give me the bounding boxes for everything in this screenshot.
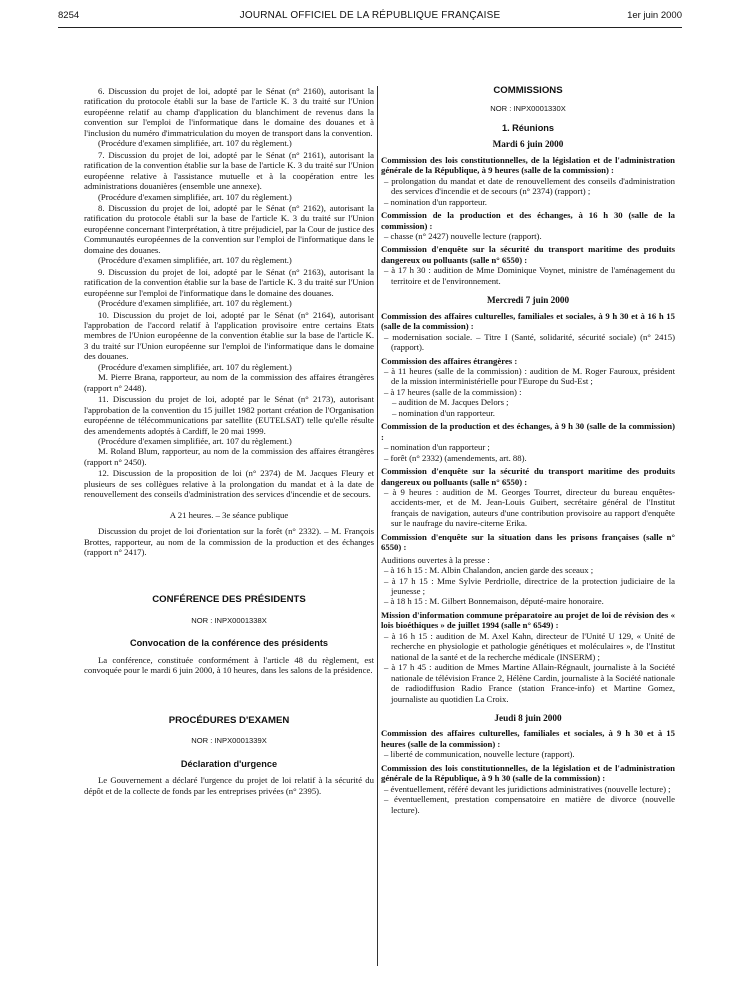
day-heading-mardi: Mardi 6 juin 2000	[492, 139, 564, 150]
meeting-subitem: – nomination d'un rapporteur.	[392, 407, 495, 418]
meeting-heading: Commission de la production et des échanges, à 9 h 30 (salle de la commission) :	[381, 421, 675, 442]
meeting-heading: Commission des affaires culturelles, familiales et sociales, à 9 h 30 et à 16 h 15 (salle de la commission) :	[381, 310, 675, 332]
meeting-heading: Commission des lois constitutionnelles, de la législation et de l'administration générale de la République, à 9 heures (salle de la commission) :	[381, 154, 675, 176]
procedure-note: (Procédure d'examen simplifiée, art. 107 du règlement.)	[98, 298, 292, 309]
meeting-item: – à 11 heures (salle de la commission) : audition de M. Roger Fauroux, président de la mission interministérielle pour l'Europe du Sud-Est ;	[384, 365, 675, 387]
section-title-conference: CONFÉRENCE DES PRÉSIDENTS	[152, 594, 306, 606]
meeting-item: – modernisation sociale. – Titre I (Santé, solidarité, sécurité sociale) (n° 2415) (rapport).	[384, 331, 675, 353]
agenda-item-10: 10. Discussion du projet de loi, adopté par le Sénat (n° 2164), autorisant l'approbation de l'accord relatif à l'application provisoire entre certains Etats membres de l'Union européenne de la convention établie sur la base de l'article K. 3 du traité sur l'Union européenne sur l'emploi de l'informatique dans le domaine des douanes.	[84, 309, 374, 362]
meeting-item: – à 17 heures (salle de la commission) :	[384, 386, 522, 397]
nor-reference: NOR : INPX0001330X	[490, 104, 566, 114]
urgence-text: Le Gouvernement a déclaré l'urgence du projet de loi relatif à la sécurité du dépôt et de la collecte de fonds par les entreprises privées (n° 2395).	[84, 775, 374, 796]
seance-heading: A 21 heures. – 3e séance publique	[169, 509, 289, 520]
issue-date: 1er juin 2000	[627, 10, 682, 21]
header-rule	[58, 27, 682, 28]
procedure-note: (Procédure d'examen simplifiée, art. 107 du règlement.)	[98, 361, 292, 372]
meeting-item: – éventuellement, prestation compensatoire en matière de divorce (nouvelle lecture).	[384, 794, 675, 815]
meeting-heading: Commission des lois constitutionnelles, de la législation et de l'administration générale de la République, à 9 h 30 (salle de la commission) :	[381, 762, 675, 784]
meeting-item: – chasse (n° 2427) nouvelle lecture (rapport).	[384, 230, 542, 241]
section-title-commissions: COMMISSIONS	[493, 85, 563, 96]
meeting-heading: Commission des affaires étrangères :	[381, 355, 518, 366]
meeting-item: – à 9 heures : audition de M. Georges Tourret, directeur du bureau enquêtes-accidents-mer, et de M. Jean-Louis Guibert, secrétaire général de l'Institut français de navigation, auteurs d'une contribution provisoire au rapport d'enquête sur le naufrage du navire-citerne Erika.	[384, 486, 675, 529]
foret-discussion: Discussion du projet de loi d'orientation sur la forêt (n° 2332). – M. François Brottes, rapporteur, au nom de la commission de la production et des échanges (rapport n° 2417).	[84, 526, 374, 558]
rapporteur-note: M. Roland Blum, rapporteur, au nom de la commission des affaires étrangères (rapport n° 2450).	[84, 446, 374, 467]
meeting-heading: Commission d'enquête sur la sécurité du transport maritime des produits dangereux ou polluants (salle n° 6550) :	[381, 466, 675, 487]
left-column	[84, 86, 374, 796]
subsection-title-urgence: Déclaration d'urgence	[180, 758, 278, 769]
meeting-item: – à 17 h 30 : audition de Mme Dominique Voynet, ministre de l'aménagement du territoire et de l'environnement.	[384, 265, 675, 286]
subsection-title-convocation: Convocation de la conférence des présidents	[129, 638, 329, 649]
meeting-intro: Auditions ouvertes à la presse :	[381, 554, 490, 565]
agenda-item-6: 6. Discussion du projet de loi, adopté par le Sénat (n° 2160), autorisant la ratification du protocole établi sur la base de l'article K. 3 du traité sur l'Union européenne relatif au champ d'application du blanchiment de revenus dans la convention sur l'emploi de l'informatique dans le domaine des douanes et à l'inclusion du numéro d'immatriculation du moyen de transport dans la convention.	[84, 86, 374, 138]
meeting-item: – nomination d'un rapporteur.	[384, 196, 487, 207]
meeting-item: – à 16 h 15 : M. Albin Chalandon, ancien garde des sceaux ;	[384, 565, 594, 576]
page-header	[58, 8, 682, 24]
agenda-item-11: 11. Discussion du projet de loi, adopté par le Sénat (n° 2173), autorisant l'approbation de la convention du 15 juillet 1982 portant création de l'Organisation européenne de télécommunications par satellite (EUTELSAT) telle qu'elle résulte des amendements adoptés à Cardiff, le 20 mai 1999.	[84, 394, 374, 436]
agenda-item-7: 7. Discussion du projet de loi, adopté par le Sénat (n° 2161), autorisant la ratification de la convention établie sur la base de l'article K. 3 du traité sur l'Union européenne relative à l'assistance mutuelle et à la coopération entre les administrations douanières (ensemble une annexe).	[84, 149, 374, 192]
procedure-note: (Procédure d'examen simplifiée, art. 107 du règlement.)	[98, 255, 292, 266]
convocation-text: La conférence, constituée conformément à l'article 48 du règlement, est convoquée pour le mardi 6 juin 2000, à 10 heures, dans les salons de la présidence.	[84, 654, 374, 676]
meeting-subitem: – audition de M. Jacques Delors ;	[392, 397, 509, 408]
rapporteur-note: M. Pierre Brana, rapporteur, au nom de la commission des affaires étrangères (rapport n° 2448).	[84, 372, 374, 393]
procedure-note: (Procédure d'examen simplifiée, art. 107 du règlement.)	[98, 435, 292, 446]
day-heading-mercredi: Mercredi 7 juin 2000	[486, 295, 570, 306]
agenda-item-12: 12. Discussion de la proposition de loi (n° 2374) de M. Jacques Fleury et plusieurs de ses collègues relative à la prolongation du mandat et à la date de renouvellement des conseils d'administration des services d'incendie et de secours.	[84, 468, 374, 500]
nor-reference: NOR : INPX0001339X	[191, 736, 267, 746]
meeting-item: – prolongation du mandat et date de renouvellement des conseils d'administration des services d'incendie et de secours (n° 2374) (rapport) ;	[384, 175, 675, 197]
meeting-heading: Mission d'information commune préparatoire au projet de loi de révision des « lois bioéthiques » de juillet 1994 (salle n° 6549) :	[381, 609, 675, 631]
journal-title: JOURNAL OFFICIEL DE LA RÉPUBLIQUE FRANÇAISE	[239, 10, 501, 21]
agenda-item-8: 8. Discussion du projet de loi, adopté par le Sénat (n° 2162), autorisant la ratification du protocole établi sur la base de l'article K. 3 du traité sur l'Union européenne concernant l'interprétation, à titre préjudiciel, par la Cour de justice des Communautés européennes de la convention sur l'emploi de l'informatique dans le domaine des douanes.	[84, 202, 374, 255]
meeting-heading: Commission d'enquête sur la situation dans les prisons françaises (salle n° 6550) :	[381, 531, 675, 553]
meeting-item: – à 17 h 45 : audition de Mmes Martine Allain-Régnault, journaliste à la Société nationale de télévision France 2, Hélène Cardin, journaliste à la Société nationale de radiodiffusion Radio France (station France-info) et Martine Gomez, journaliste au quotidien La Croix.	[384, 662, 675, 704]
day-heading-jeudi: Jeudi 8 juin 2000	[494, 713, 562, 724]
meeting-heading: Commission d'enquête sur la sécurité du transport maritime des produits dangereux ou polluants (salle n° 6550) :	[381, 244, 675, 265]
right-column	[381, 86, 675, 815]
page-number: 8254	[58, 10, 80, 21]
meeting-heading: Commission des affaires culturelles, familiales et sociales, à 9 h 30 et à 15 heures (salle de la commission) :	[381, 728, 675, 749]
meeting-item: – à 18 h 15 : M. Gilbert Bonnemaison, député-maire honoraire.	[384, 596, 604, 607]
meeting-item: – éventuellement, référé devant les juridictions administratives (nouvelle lecture) ;	[384, 783, 671, 794]
section-title-procedures: PROCÉDURES D'EXAMEN	[168, 714, 290, 726]
nor-reference: NOR : INPX0001338X	[191, 615, 267, 625]
subsection-title-reunions: 1. Réunions	[501, 122, 555, 133]
meeting-heading: Commission de la production et des échanges, à 16 h 30 (salle de la commission) :	[381, 210, 675, 231]
meeting-item: – à 17 h 15 : Mme Sylvie Perdriolle, directrice de la protection judiciaire de la jeunesse ;	[384, 575, 675, 597]
agenda-item-9: 9. Discussion du projet de loi, adopté par le Sénat (n° 2163), autorisant la ratification de la convention établie sur la base de l'article K. 3 du traité sur l'Union européenne sur l'emploi de l'informatique dans le domaine des douanes.	[84, 266, 374, 298]
meeting-item: – nomination d'un rapporteur ;	[384, 442, 490, 453]
procedure-note: (Procédure d'examen simplifiée, art. 107 du règlement.)	[98, 138, 292, 149]
meeting-item: – forêt (n° 2332) (amendements, art. 88).	[384, 452, 527, 463]
procedure-note: (Procédure d'examen simplifiée, art. 107 du règlement.)	[98, 191, 292, 202]
meeting-item: – liberté de communication, nouvelle lecture (rapport).	[384, 749, 575, 760]
column-divider	[377, 86, 378, 966]
meeting-item: – à 16 h 15 : audition de M. Axel Kahn, directeur de l'Unité U 129, « Unité de recherche en physiologie et pathologie génétiques et moléculaires », de l'Institut national de la santé et de la recherche médicale (INSERM) ;	[384, 630, 675, 662]
